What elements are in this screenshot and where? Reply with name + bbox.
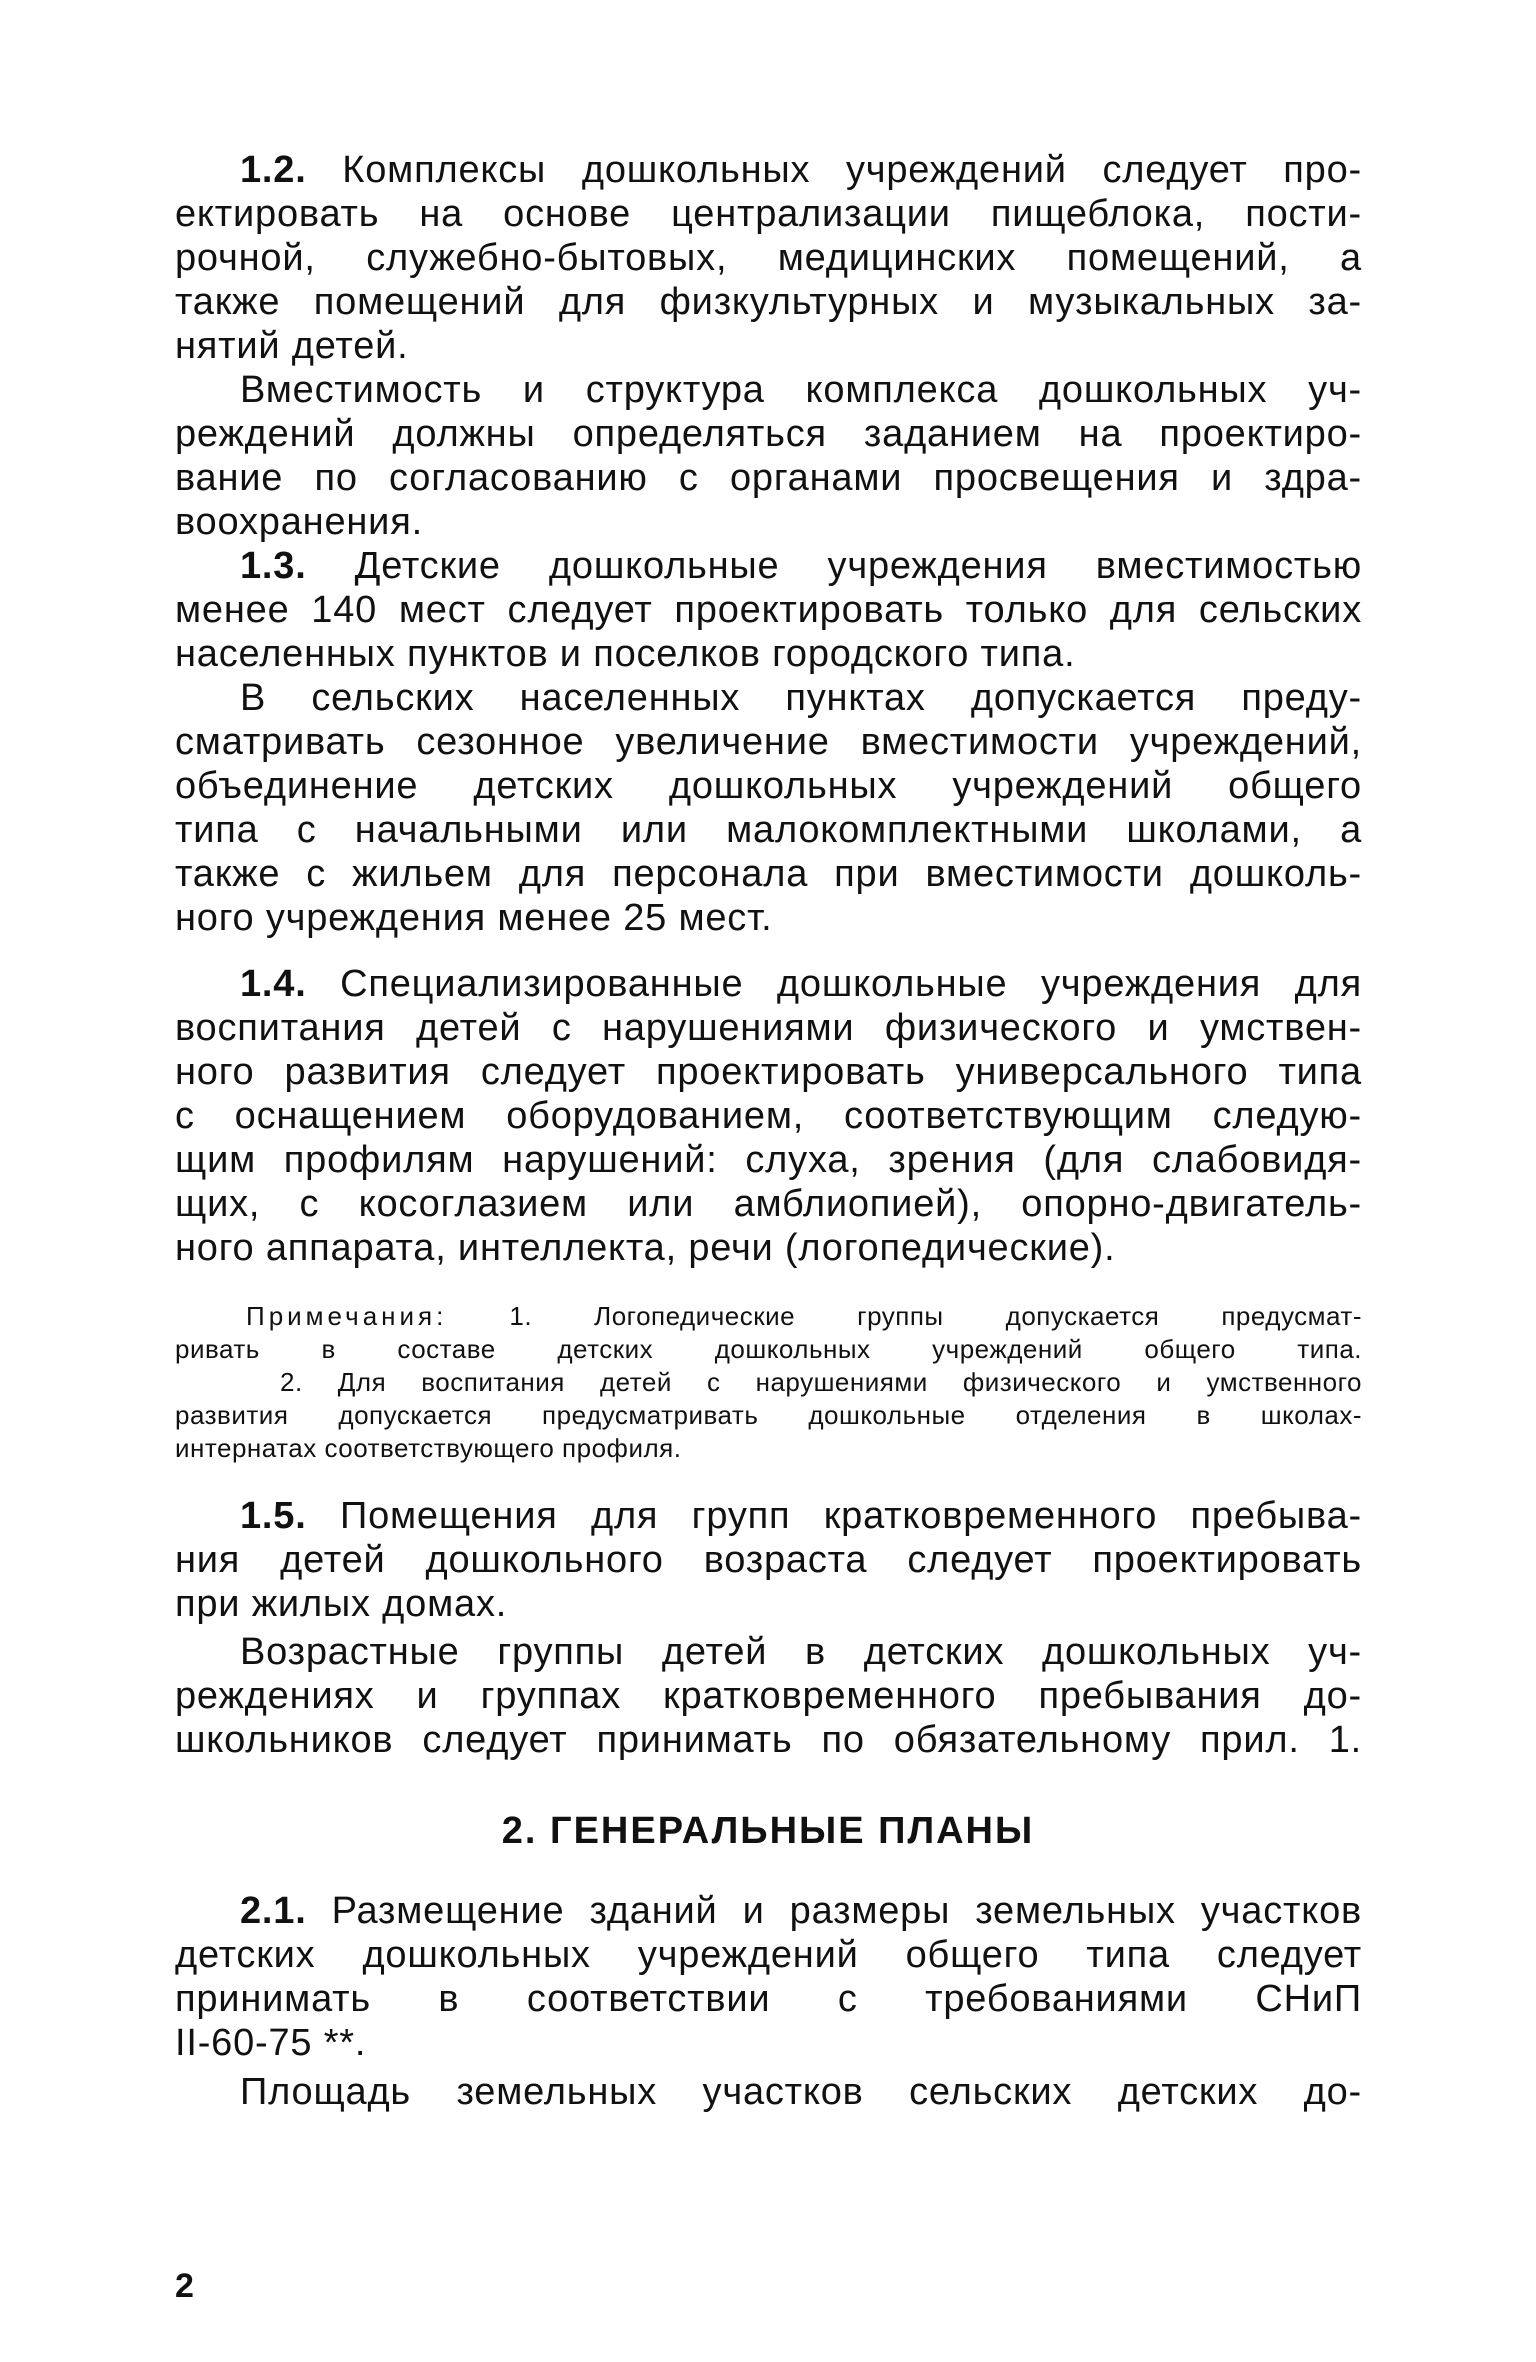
text-line: рочной, служебно-бытовых, медицинских помещений, а [175,237,1362,279]
text-line: В сельских населенных пунктах допускается преду- [240,677,1362,719]
text-line: реждениях и группах кратковременного пребывания до- [175,1675,1362,1717]
text-line: 1.5. Помещения для групп кратковременного пребыва- [240,1495,1362,1537]
text-line: детских дошкольных учреждений общего типа следует [175,1934,1362,1976]
text-line: щих, с косоглазием или амблиопией), опорно-двигатель- [175,1183,1362,1225]
note-line: развития допускается предусматривать дошкольные отделения в школах- [175,1400,1362,1430]
text-line: воохранения. [175,501,423,543]
text-line: 1.3. Детские дошкольные учреждения вместимостью [240,545,1362,587]
text-line: также с жильем для персонала при вместимости дошколь- [175,853,1362,895]
text-line: ного аппарата, интеллекта, речи (логопедические). [175,1227,1116,1269]
text-line: 1.2. Комплексы дошкольных учреждений следует про- [240,149,1362,191]
text-line: сматривать сезонное увеличение вместимости учреждений, [175,721,1362,763]
text-line: населенных пунктов и поселков городского типа. [175,633,1076,675]
note-line: интернатах соответствующего профиля. [175,1433,682,1463]
text-line: 1.4. Специализированные дошкольные учреждения для [240,963,1362,1005]
text-line: Возрастные группы детей в детских дошкольных уч- [240,1631,1362,1673]
section-heading: 2. ГЕНЕРАЛЬНЫЕ ПЛАНЫ [501,1810,1035,1852]
text-line: типа с начальными или малокомплектными школами, а [175,809,1362,851]
text-line: реждений должны определяться заданием на проектиро- [175,413,1362,455]
text-line: щим профилям нарушений: слуха, зрения (для слабовидя- [175,1139,1362,1181]
note-line: ривать в составе детских дошкольных учреждений общего типа. [175,1334,1362,1364]
text-line: воспитания детей с нарушениями физического и умствен- [175,1007,1362,1049]
note-line: 2. Для воспитания детей с нарушениями физического и умственного [280,1367,1362,1397]
text-line: ния детей дошкольного возраста следует проектировать [175,1539,1362,1581]
text-line: вание по согласованию с органами просвещения и здра- [175,457,1362,499]
text-line: школьников следует принимать по обязательному прил. 1. [175,1719,1362,1761]
text-line: ного развития следует проектировать универсального типа [175,1051,1362,1093]
text-line: ектировать на основе централизации пищеблока, пости- [175,193,1362,235]
text-line: 2.1. Размещение зданий и размеры земельных участков [240,1890,1362,1932]
text-line: Вместимость и структура комплекса дошкольных уч- [240,369,1362,411]
text-line: Площадь земельных участков сельских детских до- [240,2071,1362,2113]
text-line: нятий детей. [175,325,409,367]
text-line: объединение детских дошкольных учреждений общего [175,765,1362,807]
note-line: Примечания: 1. Логопедические группы допускается предусмат- [246,1301,1362,1331]
text-line: при жилых домах. [175,1583,508,1625]
text-line: принимать в соответствии с требованиями СНиП [175,1978,1362,2020]
page-number: 2 [175,2267,194,2305]
text-line: менее 140 мест следует проектировать только для сельских [175,589,1362,631]
text-line: с оснащением оборудованием, соответствующим следую- [175,1095,1362,1137]
text-line: ного учреждения менее 25 мест. [175,897,773,939]
text-line: II-60-75 **. [175,2022,367,2064]
text-line: также помещений для физкультурных и музыкальных за- [175,281,1362,323]
